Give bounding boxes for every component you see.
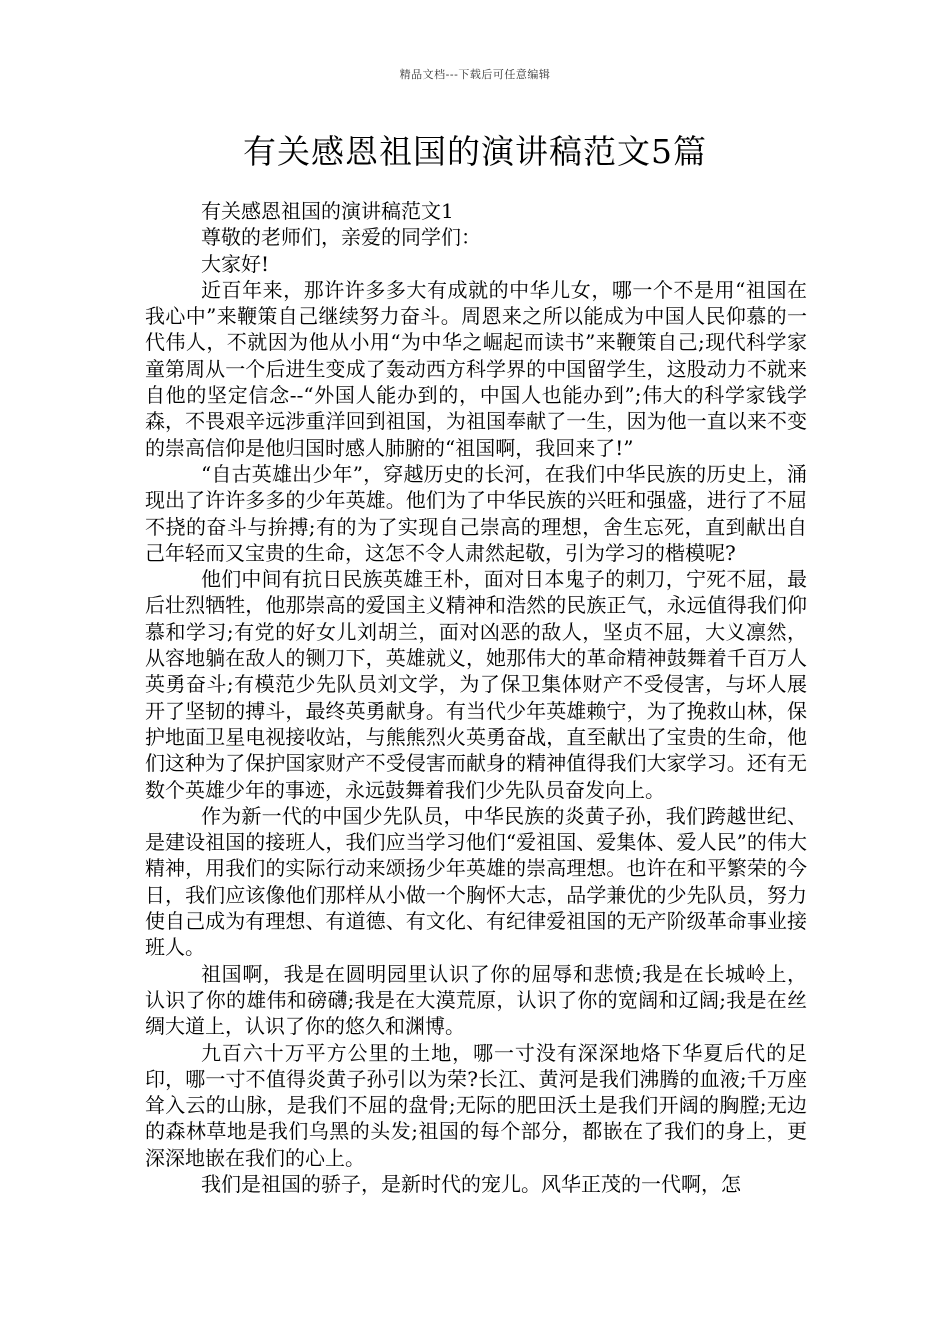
header-note: 精品文档---下载后可任意编辑 <box>399 68 551 81</box>
document-body <box>145 198 807 1197</box>
document-title: 有关感恩祖国的演讲稿范文5篇 <box>243 132 707 171</box>
greeting: 大家好! <box>201 251 270 276</box>
paragraph: 祖国啊，我是在圆明园里认识了你的屈辱和悲愤;我是在长城岭上，认识了你的雄伟和磅礴;我是在大漠荒原，认识了你的宽阔和辽阔;我是在丝绸大道上，认识了你的悠久和渊博。 <box>145 961 807 1039</box>
paragraph: 近百年来，那许许多多大有成就的中华儿女，哪一个不是用“祖国在我心中”来鞭策自己继续努力奋斗。周恩来之所以能成为中国人民仰慕的一代伟人，不就因为他从小用“为中华之崛起而读书”来鞭策自己;现代科学家童第周从一个后进生变成了轰动西方科学界的中国留学生，这股动力不就来自他的坚定信念--“外国人能办到的，中国人也能办到”;伟大的科学家钱学森，不畏艰辛远涉重洋回到祖国，为祖国奉献了一生，因为他一直以来不变的崇高信仰是他归国时感人肺腑的“祖国啊，我回来了!” <box>145 277 807 460</box>
paragraph: 他们中间有抗日民族英雄王朴，面对日本鬼子的刺刀，宁死不屈，最后壮烈牺牲，他那崇高的爱国主义精神和浩然的民族正气，永远值得我们仰慕和学习;有党的好女儿刘胡兰，面对凶恶的敌人，坚贞不屈，大义凛然，从容地躺在敌人的铡刀下，英雄就义，她那伟大的革命精神鼓舞着千百万人英勇奋斗;有模范少先队员刘文学，为了保卫集体财产不受侵害，与坏人展开了坚韧的搏斗，最终英勇献身。有当代少年英雄赖宁，为了挽救山林，保护地面卫星电视接收站，与熊熊烈火英勇奋战，直至献出了宝贵的生命，他们这种为了保护国家财产不受侵害而献身的精神值得我们大家学习。还有无数个英雄少年的事迹，永远鼓舞着我们少先队员奋发向上。 <box>145 567 807 802</box>
paragraph: 作为新一代的中国少先队员，中华民族的炎黄子孙，我们跨越世纪、是建设祖国的接班人，我们应当学习他们“爱祖国、爱集体、爱人民”的伟大精神，用我们的实际行动来颂扬少年英雄的崇高理想。也许在和平繁荣的今日，我们应该像他们那样从小做一个胸怀大志，品学兼优的少先队员，努力使自己成为有理想、有道德、有文化、有纪律爱祖国的无产阶级革命事业接班人。 <box>145 803 807 960</box>
subtitle: 有关感恩祖国的演讲稿范文1 <box>201 199 454 223</box>
salutation: 尊敬的老师们，亲爱的同学们： <box>201 225 481 250</box>
paragraph: “自古英雄出少年”，穿越历史的长河，在我们中华民族的历史上，涌现出了许许多多的少年英雄。他们为了中华民族的兴旺和强盛，进行了不屈不挠的奋斗与拚搏;有的为了实现自己崇高的理想，舍生忘死，直到献出自己年轻而又宝贵的生命，这怎不令人肃然起敬，引为学习的楷模呢? <box>145 461 807 565</box>
paragraph: 我们是祖国的骄子，是新时代的宠儿。风华正茂的一代啊，怎 <box>201 1171 741 1196</box>
paragraph: 九百六十万平方公里的土地，哪一寸没有深深地烙下华夏后代的足印，哪一寸不值得炎黄子孙引以为荣?长江、黄河是我们沸腾的血液;千万座耸入云的山脉，是我们不屈的盘骨;无际的肥田沃土是我们开阔的胸膛;无边的森林草地是我们乌黑的头发;祖国的每个部分，都嵌在了我们的身上，更深深地嵌在我们的心上。 <box>145 1040 807 1170</box>
